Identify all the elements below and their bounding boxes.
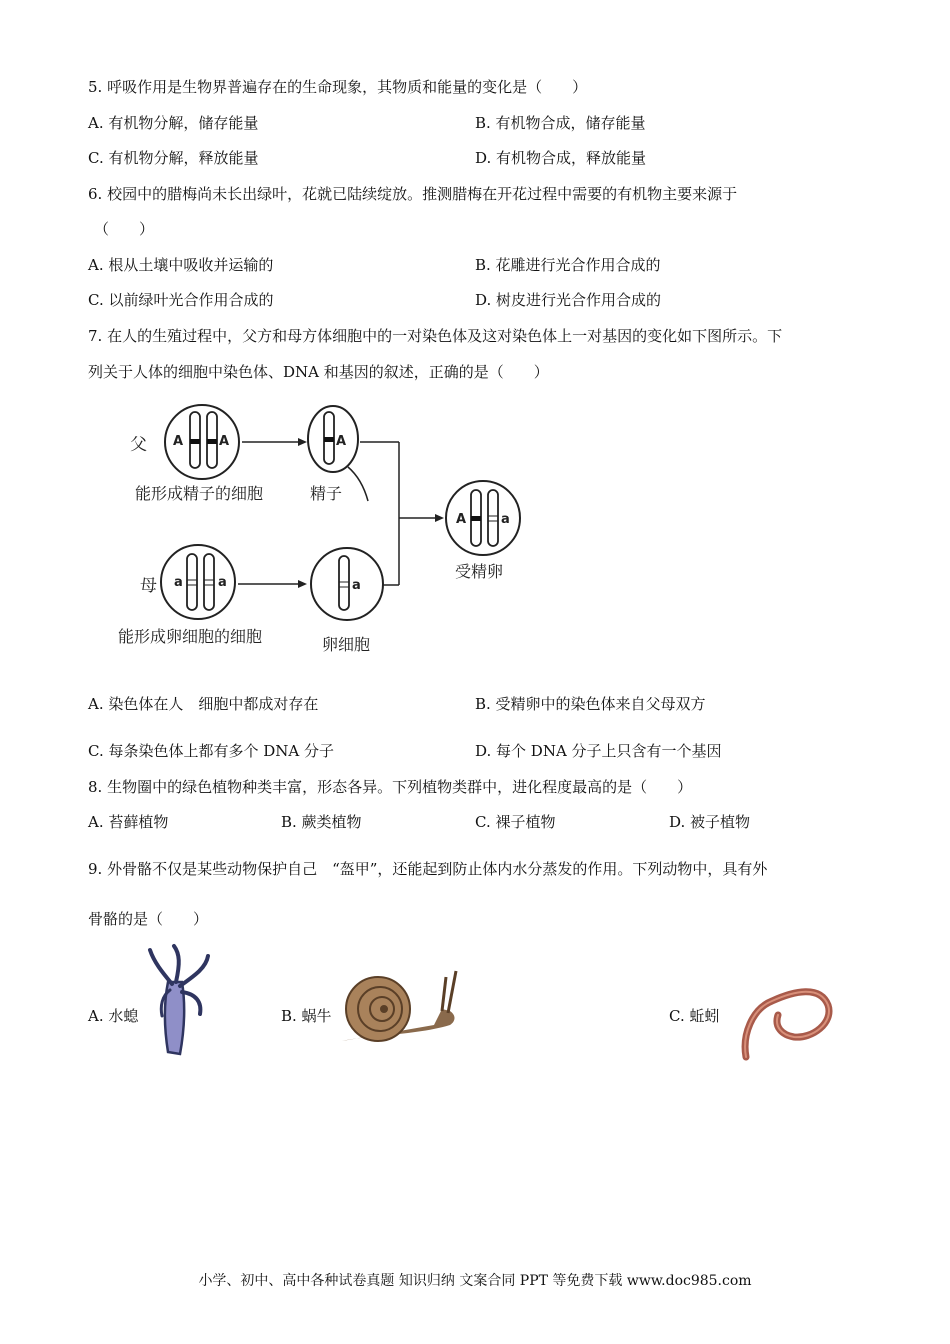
- q6-stem-line1: 6. 校园中的腊梅尚未长出绿叶，花就已陆续绽放。推测腊梅在开花过程中需要的有机物主要来源于: [88, 185, 738, 203]
- mother-cell-label: 能形成卵细胞的细胞: [118, 627, 263, 646]
- q9-option-a: A. 水螅: [88, 1007, 139, 1025]
- q9-option-c: C. 蚯蚓: [669, 1007, 720, 1025]
- earthworm-image: [738, 975, 838, 1061]
- q5-option-a: A. 有机物分解，储存能量: [88, 114, 259, 132]
- hydra-image: [144, 942, 216, 1058]
- q9-stem-line1: 9. 外骨骼不仅是某些动物保护自己 “盔甲”，还能起到防止体内水分蒸发的作用。下列动物中，具有外: [88, 860, 768, 878]
- q7-option-a: A. 染色体在人 细胞中都成对存在: [88, 695, 319, 713]
- q7-stem-line1: 7. 在人的生殖过程中，父方和母方体细胞中的一对染色体及这对染色体上一对基因的变化如下图所示。下: [88, 327, 783, 345]
- gene-A-left: A: [173, 434, 184, 449]
- q5-option-c: C. 有机物分解，释放能量: [88, 149, 259, 167]
- q8-option-a: A. 苔藓植物: [88, 813, 169, 831]
- chromosome-inheritance-diagram: [110, 395, 550, 660]
- q8-option-d: D. 被子植物: [669, 813, 751, 831]
- q6-stem-line2: （ ）: [94, 220, 155, 238]
- q8-stem: 8. 生物圈中的绿色植物种类丰富，形态各异。下列植物类群中，进化程度最高的是（ ）: [88, 778, 693, 796]
- sperm-label: 精子: [310, 484, 343, 503]
- mother-label: 母: [140, 576, 157, 596]
- q6-option-a: A. 根从土壤中吸收并运输的: [88, 256, 274, 274]
- father-label: 父: [130, 435, 147, 455]
- egg-label: 卵细胞: [322, 635, 371, 654]
- egg-gene: a: [352, 578, 361, 593]
- q6-option-c: C. 以前绿叶光合作用合成的: [88, 291, 274, 309]
- q7-option-b: B. 受精卵中的染色体来自父母双方: [475, 695, 706, 713]
- q9-option-b: B. 蜗牛: [281, 1007, 332, 1025]
- sperm-gene: A: [336, 434, 347, 449]
- zygote-gene-A: A: [456, 512, 467, 527]
- snail-image: [338, 965, 462, 1051]
- q8-option-b: B. 蕨类植物: [281, 813, 362, 831]
- q6-option-d: D. 树皮进行光合作用合成的: [475, 291, 662, 309]
- q6-option-b: B. 花雕进行光合作用合成的: [475, 256, 661, 274]
- zygote-gene-a: a: [501, 512, 510, 527]
- q5-option-b: B. 有机物合成，储存能量: [475, 114, 646, 132]
- q7-option-c: C. 每条染色体上都有多个 DNA 分子: [88, 742, 334, 760]
- q7-option-d: D. 每个 DNA 分子上只含有一个基因: [475, 742, 722, 760]
- q8-option-c: C. 裸子植物: [475, 813, 556, 831]
- q9-stem-line2: 骨骼的是（ ）: [88, 910, 209, 928]
- mother-gene-a-right: a: [218, 575, 227, 590]
- page-footer: 小学、初中、高中各种试卷真题 知识归纳 文案合同 PPT 等免费下载 www.doc985.com: [198, 1273, 752, 1289]
- q7-stem-line2: 列关于人体的细胞中染色体、DNA 和基因的叙述，正确的是（ ）: [88, 363, 549, 381]
- gene-A-right: A: [219, 434, 230, 449]
- q5-stem: 5. 呼吸作用是生物界普遍存在的生命现象，其物质和能量的变化是（ ）: [88, 78, 588, 96]
- father-cell-label: 能形成精子的细胞: [135, 484, 264, 503]
- mother-gene-a-left: a: [174, 575, 183, 590]
- zygote-label: 受精卵: [455, 562, 504, 581]
- q5-option-d: D. 有机物合成，释放能量: [475, 149, 647, 167]
